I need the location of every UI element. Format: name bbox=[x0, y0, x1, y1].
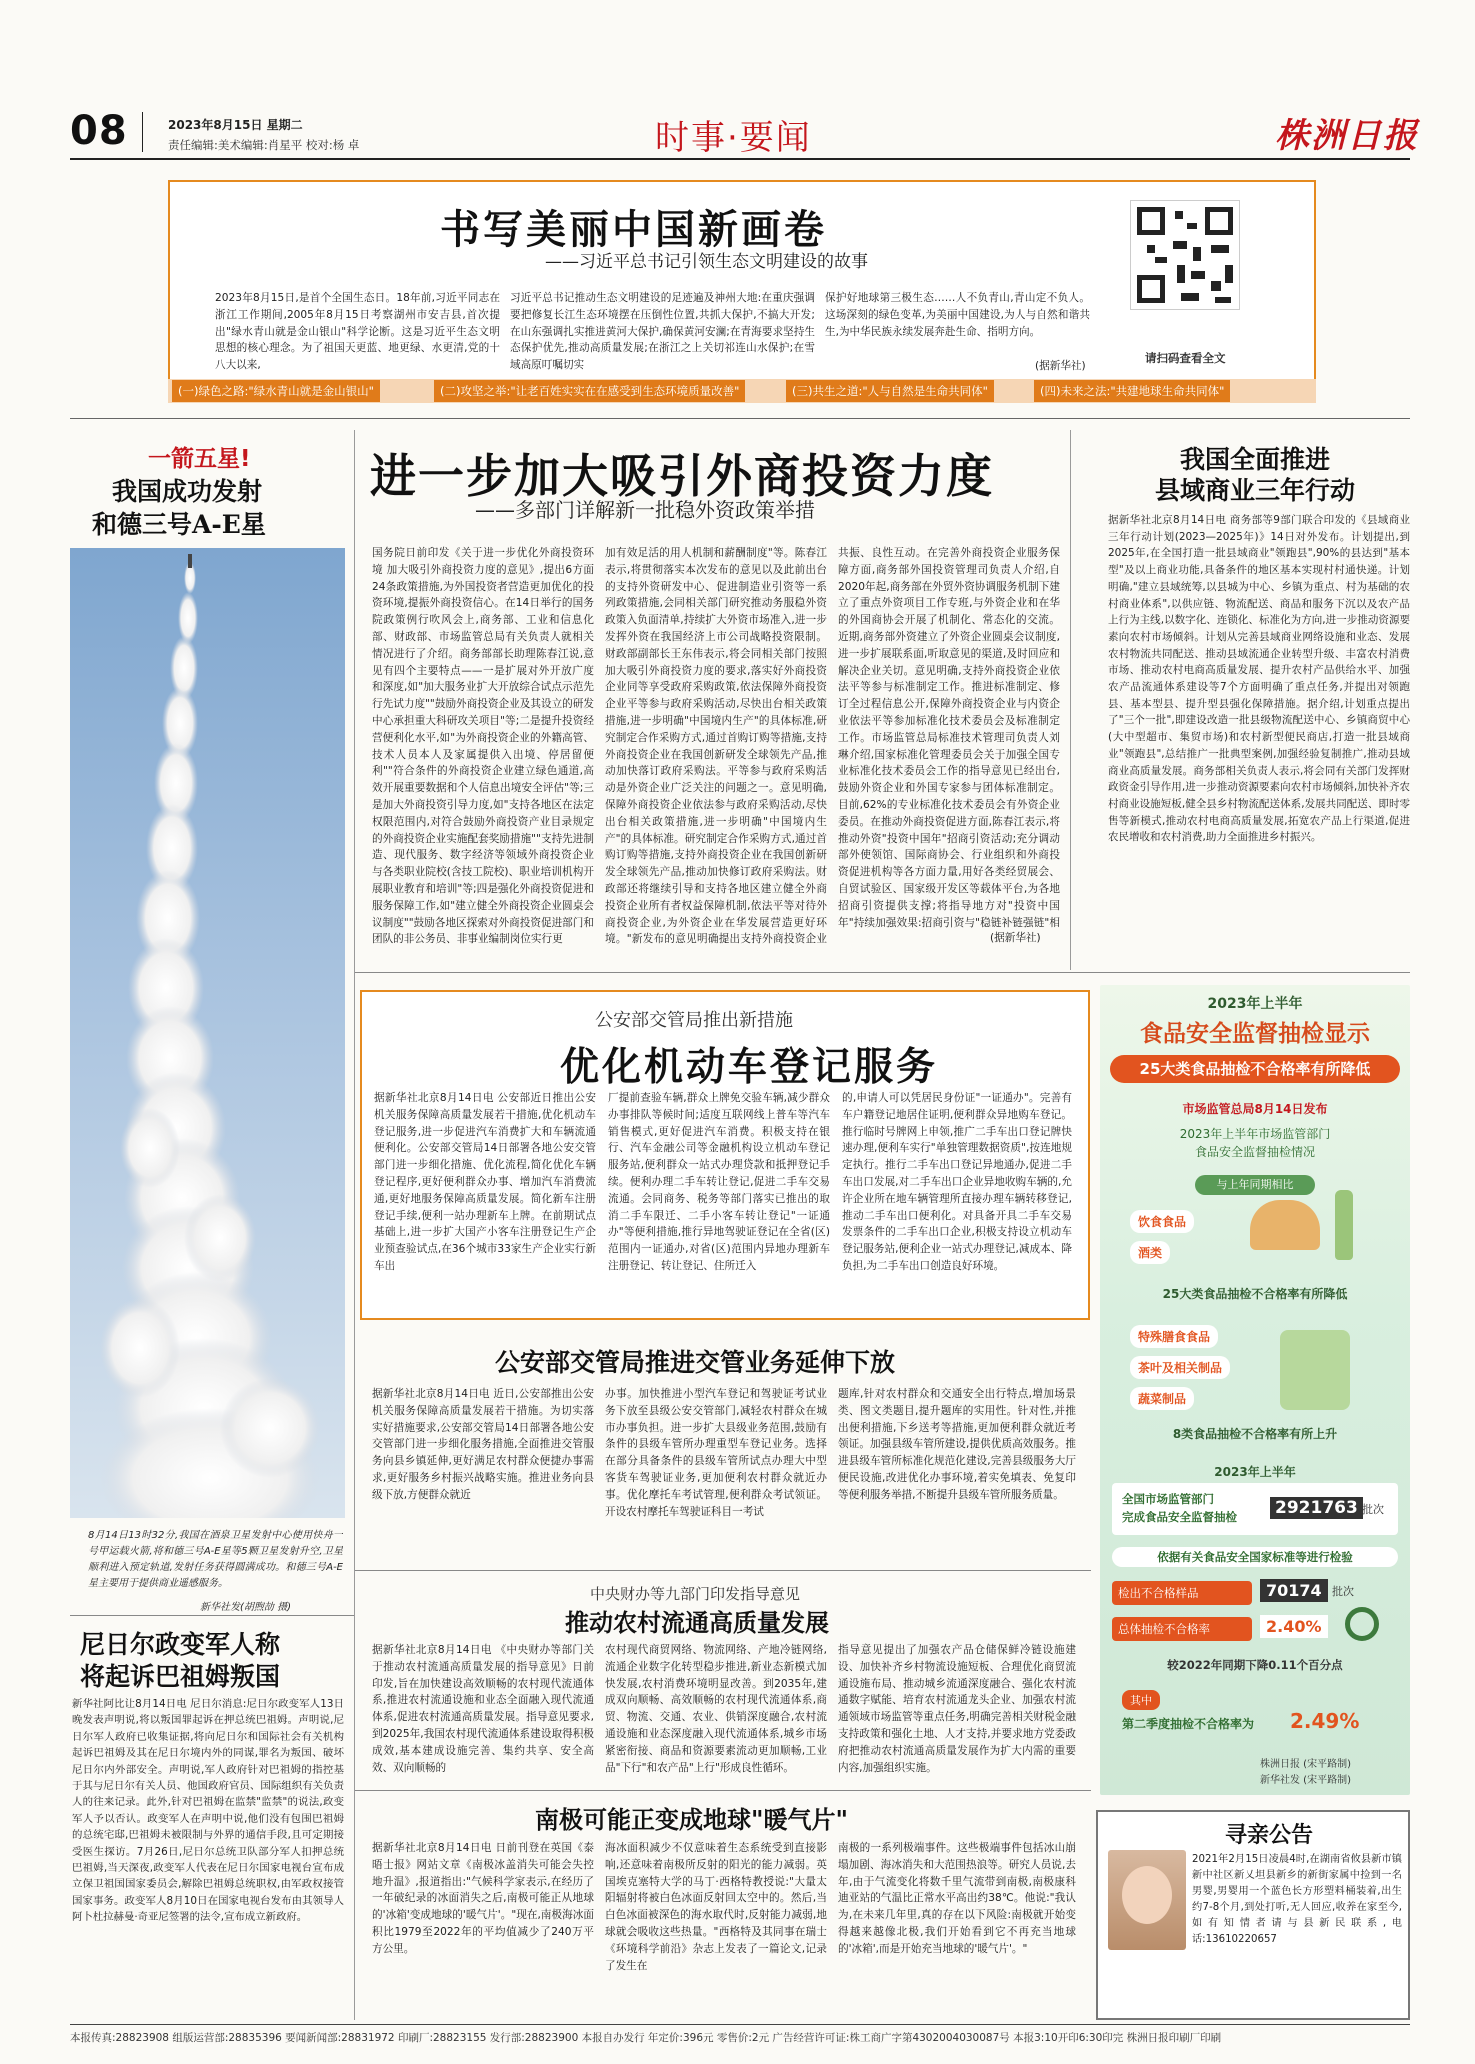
paper-masthead: 株洲日报 bbox=[1275, 116, 1419, 156]
fdi-credit: (据新华社) bbox=[990, 932, 1041, 944]
vehicle-col-2: 厂提前查验车辆,群众上牌免交验车辆,减少群众办事排队等候时间;适度互联网线上普车等汽车销售模式,更好促进汽车消费。积极支持在银行、汽车金融公司等金融机构设立机动车登记服务站,便利群众一站式办理贷款和抵押登记手续。便利办理二手车转让登记,促进二手车交易流通。会同商务、税务等部门落实已推出的取消二手车限迁、二手小客车转让登记"一证通办"等便利措施,推行异地驾驶证登记在全省(区)范围内一证通办,对省(区)范围内异地办理新车注册登记、转让登记、住所迁入 bbox=[608, 1092, 830, 1272]
feature-col-2: 习近平总书记推动生态文明建设的足迹遍及神州大地:在重庆强调要把修复长江生态环境摆在压倒性位置,共抓大保护,不搞大开发;在山东强调扎实推进黄河大保护,确保黄河安澜;在青海要求坚持生态保护优先,推动高质量发展;在浙江之上关切祁连山水保护;在雪域高原叮嘱切实 bbox=[510, 292, 815, 372]
infographic-banner: 25大类食品抽检不合格率有所降低 bbox=[1110, 1055, 1400, 1083]
feature-tag[interactable]: (一)绿色之路:"绿水青山就是金山银山" bbox=[172, 380, 380, 402]
county-body: 据新华社北京8月14日电 商务部等9部门联合印发的《县域商业三年行动计划(2023—2025年)》14日对外发布。计划提出,到2025年,在全国打造一批县域商业"领跑县",90%的县达到"基本型"及以上商业功能,具备条件的地区基本实现村村通快递。计划明确,"建立县域统筹,以县城为中心、乡镇为重点、村为基础的农村商业体系",以供应链、物流配送、商品和服务下沉以及农产品上行为主线,以数字化、连锁化、标准化为方向,进一步推动资源要素向农村市场倾斜。计划从完善县域商业网络设施和业态、发展农村物流共同配送、推动县域流通企业转型升级、丰富农村消费市场、推动农村电商高质量发展、提升农村产品供给水平、加强农产品流通体系建设等7个方面明确了重点任务,并提出对领跑县、基本型县、提升型县强化保障措施。据介绍,计划重点提出了"三个一批",即建设改造一批县级物流配送中心、乡镇商贸中心(大中型超市、集贸市场)和农村新型便民商店,打造一批县域商业"领跑县",总结推广一批典型案例,加强经验复制推广,推动县域商业高质量发展。商务部相关负责人表示,将会同有关部门发挥财政资金引导作用,进一步推动资源要素向农村市场倾斜,加快补齐农村商业设施短板,健全县乡村物流配送体系,发展共同配送、即时零售等新模式,推动农村电商高质量发展,拓宽农产品上行渠道,促进农民增收和农村消费,助力全面推进乡村振兴。 bbox=[1108, 514, 1410, 844]
rule bbox=[70, 1615, 354, 1616]
qr-label: 请扫码查看全文 bbox=[1145, 351, 1226, 365]
food-item-badge: 蔬菜制品 bbox=[1130, 1387, 1194, 1410]
circulation-title: 推动农村流通高质量发展 bbox=[565, 1608, 829, 1637]
decline-text: 较2022年同期下降0.11个百分点 bbox=[1167, 1658, 1343, 1672]
circulation-col-1: 据新华社北京8月14日电 《中央财办等部门关于推动农村流通高质量发展的指导意见》日前印发,旨在加快建设高效顺畅的农村现代流通体系,推进农村流通设施和业态全面融入现代流通体系,促进农村流通高质量发展。指导意见要求,到2025年,我国农村现代流通体系建设取得积极成效,基本建成设施完善、集约共享、安全高效、双向顺畅的 bbox=[372, 1644, 594, 1774]
niger-title-2: 将起诉巴祖姆叛国 bbox=[80, 1662, 281, 1691]
qr-code-icon[interactable] bbox=[1130, 200, 1240, 310]
antarctic-title: 南极可能正变成地球"暖气片" bbox=[535, 1805, 849, 1834]
year-label-2: 2023年上半年 bbox=[1214, 1465, 1296, 1479]
antarctic-col-3: 南极的一系列极端事件。这些极端事件包括冰山崩塌加剧、海冰消失和大范围热浪等。研究人员说,去年,由于气流变化将数千里气流带到南极,南极康科迪亚站的气温比正常水平高出约38℃。他说:"我认为,在未来几年里,真的存在以下风险:南极就开始变得越来越像北极,我们开始看到它不再充当地球的'冰箱',而是开始充当地球的'暖气片'。" bbox=[838, 1842, 1076, 1955]
page-number: 08 bbox=[70, 108, 128, 154]
circulation-col-3: 指导意见提出了加强农产品仓储保鲜冷链设施建设、加快补齐乡村物流设施短板、合理优化商贸流通设施布局、推动城乡流通深度融合、强化农村流通数字赋能、培育农村流通龙头企业、加强农村流通领域市场监管等重点任务,明确完善相关财税金融支持政策和强化土地、人才支持,并要求地方党委政府把推动农村流通高质量发展作为扩大内需的重要内容,加强组织实施。 bbox=[838, 1644, 1076, 1774]
rule bbox=[355, 1570, 1091, 1571]
food-item-badge: 饮食食品 bbox=[1130, 1210, 1194, 1233]
total-unit: 批次 bbox=[1362, 1503, 1384, 1516]
food-item-badge: 茶叶及相关制品 bbox=[1130, 1356, 1230, 1379]
section-title: 时事·要闻 bbox=[655, 118, 812, 158]
rule bbox=[355, 1790, 1091, 1791]
baby-photo bbox=[1108, 1850, 1186, 1950]
col-rule bbox=[1070, 430, 1071, 970]
feature-tag[interactable]: (三)共生之道:"人与自然是生命共同体" bbox=[786, 380, 994, 402]
traffic-col-2: 办事。加快推进小型汽车登记和驾驶证考试业务下放至县级公安交管部门,减轻农村群众在城市办事负担。进一步扩大县级业务范围,鼓励有条件的县级车管所办理重型车登记业务。选择在部分具备条件的县级车管所试点办理大中型客货车驾驶证业务,更加便利农村群众就近办事。优化摩托车考试管理,便利群众考试领证。开设农村摩托车驾驶证科目一考试 bbox=[605, 1388, 827, 1518]
issue-date: 2023年8月15日 星期二 bbox=[168, 118, 303, 132]
vehicle-col-3: 的,申请人可以凭居民身份证"一证通办"。完善有车户籍登记地居住证明,便利群众异地购车登记。推行临时号牌网上申领,推广二手车出口登记牌快速办理,便利车实行"单独管理数据资质",按连地规定执行。推行二手车出口登记异地通办,促进二手车出口发展,对二手车出口企业异地收购车辆的,允许企业所在地车辆管理所直接办理车辆转移登记,推动二手车出口便利化。对具备开具二手车交易发票条件的二手车出口企业,积极支持设立机动车登记服务站,便利企业一站式办理登记,减成本、降负担,为二手车出口创造良好环境。 bbox=[842, 1092, 1072, 1272]
rocket-kicker: 一箭五星! bbox=[148, 446, 251, 472]
traffic-col-1: 据新华社北京8月14日电 近日,公安部推出公安机关服务保障高质量发展若干措施。为切实落实好措施要求,公安部交管局14日部署各地公安交管部门进一步细化服务措施,全面推进交管服务向县乡镇延伸,更好满足农村群众便捷办事需求,更好服务乡村振兴战略实施。推进业务向县级下放,方便群众就近 bbox=[372, 1388, 594, 1501]
q2-tag: 其中 bbox=[1122, 1690, 1160, 1710]
editors: 责任编辑:美术编辑:肖星平 校对:杨 卓 bbox=[168, 138, 360, 152]
circulation-col-2: 农村现代商贸网络、物流网络、产地冷链网络,流通企业数字化转型稳步推进,新业态新模式加快发展,农村消费环境明显改善。到2035年,建成双向顺畅、高效顺畅的农村现代流通体系,商贸、物流、交通、农业、供销深度融合,农村流通设施和业态深度融入现代流通体系,城乡市场紧密衔接、商品和资源要素流动更加顺畅,工业品"下行"和农产品"上行"形成良性循环。 bbox=[605, 1644, 827, 1774]
rule bbox=[355, 972, 1410, 973]
food-item-badge: 酒类 bbox=[1130, 1241, 1170, 1264]
fdi-subtitle: ——多部门详解新一批稳外资政策举措 bbox=[475, 498, 815, 522]
standard-label: 依据有关食品安全国家标准等进行检验 bbox=[1112, 1547, 1398, 1567]
total-line-1: 全国市场监管部门 bbox=[1122, 1492, 1214, 1506]
footer-rule bbox=[70, 2024, 1410, 2025]
report-line-1: 2023年上半年市场监管部门 bbox=[1179, 1127, 1331, 1141]
rocket-title-1: 我国成功发射 bbox=[112, 477, 263, 506]
q2-value: 2.49% bbox=[1290, 1709, 1360, 1733]
fail-count: 70174 bbox=[1260, 1579, 1328, 1602]
rocket-photo bbox=[70, 548, 345, 1518]
vehicle-kicker: 公安部交管局推出新措施 bbox=[595, 1010, 793, 1031]
col-rule bbox=[354, 430, 355, 2020]
fail-rate: 2.40% bbox=[1260, 1615, 1328, 1638]
feature-tag[interactable]: (四)未来之法:"共建地球生命共同体" bbox=[1034, 380, 1230, 402]
bottle-icon bbox=[1335, 1190, 1353, 1260]
tea-bag-icon bbox=[1280, 1330, 1350, 1410]
feature-col-3: 保护好地球第三极生态……人不负青山,青山定不负人。这场深刻的绿色变革,为美丽中国建设,为人与自然和谐共生,为中华民族永续发展奔赴生命、指明方向。 bbox=[825, 292, 1090, 338]
total-value: 2921763 bbox=[1270, 1497, 1363, 1519]
footer-info: 本报传真:28823908 组版运营部:28835396 要闻新闻部:28831972 印刷厂:28823155 发行部:28823900 本报自办发行 年定价:396元 零售价:2元 广告经营许可证:株工商广字第4302004030087号 本报3:10开印6:30印完 株洲日报印刷厂印刷 bbox=[70, 2032, 1222, 2044]
fdi-col-3: 共振、良性互动。在完善外商投资企业服务保障方面,商务部外国投资管理司负责人介绍,自2020年起,商务部在外贸外资协调服务机制下建立了重点外资项目工作专班,与外资企业和在华的外国商协会开展了机制化、常态化的交流。近期,商务部外资建立了外资企业圆桌会议制度,进一步扩展联系面,听取意见的渠道,及时回应和解决企业关切。意见明确,支持外商投资企业依法平等参与标准制定工作。推进标准制定、修订全过程信息公开,保障外商投资企业与内资企业依法平等参加标准化技术委员会及标准制定工作。市场监管总局标准技术管理司负责人刘琳介绍,国家标准化管理委员会关于加强全国专业标准化技术委员会工作的指导意见已经出台,鼓励外资企业和外国专家参与团体标准制定。目前,62%的专业标准化技术委员会有外资企业委员。在推动外商投资促进方面,陈春江表示,将推动外资"投资中国年"招商引资活动;充分调动部外使领馆、国际商协会、行业组织和外商投资促进机构等各方面力量,用好各类经贸展会、自贸试验区、国家级开发区等载体平台,为各地招商引资提供支撑;将指导地方对"投资中国年"持续加强效果:招商引资与"稳链补链强链"相 bbox=[838, 547, 1060, 929]
vehicle-title: 优化机动车登记服务 bbox=[560, 1044, 939, 1090]
food-item-badge: 特殊膳食食品 bbox=[1130, 1325, 1218, 1348]
header-divider bbox=[142, 112, 143, 152]
rocket-caption: 8月14日13时32分,我国在酒泉卫星发射中心使用快舟一号甲运载火箭,将和德三号A-E星等5颗卫星发射升空,卫星顺利进入预定轨道,发射任务获得圆满成功。和德三号A-E星主要用于提供商业遥感服务。 bbox=[88, 1530, 343, 1589]
year-label: 2023年上半年 bbox=[1207, 996, 1303, 1012]
compare-label: 与上年同期相比 bbox=[1195, 1175, 1315, 1195]
rocket-caption-credit: 新华社发(胡煦劼 摄) bbox=[200, 1602, 291, 1613]
ad-credit-2: 新华社发 (宋平路制) bbox=[1260, 1775, 1351, 1786]
fail-rate-label: 总体抽检不合格率 bbox=[1112, 1617, 1252, 1641]
face-icon bbox=[1122, 1866, 1172, 1924]
fdi-col-1: 国务院日前印发《关于进一步优化外商投资环境 加大吸引外商投资力度的意见》,提出6方面24条政策措施,为外国投资者营造更加优化的投资环境,提振外商投资信心。在14日举行的国务院政策例行吹风会上,商务部、工业和信息化部、财政部、市场监管总局有关负责人就相关情况进行了介绍。商务部部长助理陈春江说,意见有四个主要特点——一是扩展对外开放广度和深度,如"加大服务业扩大开放综合试点示范先行先试力度""鼓励外商投资企业及其设立的研发中心承担重大科研攻关项目"等;二是提升投资经营便利化水平,如"为外商投资企业的外籍高管、技术人员本人及家属提供入出境、停居留便利""符合条件的外商投资企业建立绿色通道,高效开展重要数据和个人信息出境安全评估"等;三是加大外商投资引导力度,如"支持各地区在法定权限范围内,对符合鼓励外商投资产业目录规定的外商投资企业实施配套奖励措施""支持先进制造、现代服务、数字经济等领域外商投资企业与各类职业院校(含技工院校)、职业培训机构开展职业教育和培训"等;四是强化外商投资促进和服务保障工作,如"建立健全外商投资企业圆桌会议制度""鼓励各地区探索对外商投资促进部门和团队的非公务员、非事业编制岗位实行更 bbox=[372, 547, 594, 945]
niger-body: 新华社阿比让8月14日电 尼日尔消息:尼日尔政变军人13日晚发表声明说,将以叛国罪起诉在押总统巴祖姆。声明说,尼日尔军人政府已收集证据,将向尼日尔和国际社会有关机构起诉巴祖姆及其在尼日尔境内外的同谋,罪名为叛国、破坏尼日尔内外部安全。声明说,军人政府针对巴祖姆的指控基于其与尼日尔有关人员、他国政府官员、国际组织有关负责人的往来记录。此外,针对巴祖姆在监禁"监禁"的说法,政变军人予以否认。政变军人在声明中说,他们没有包围巴祖姆的总统宅邸,巴祖姆未被限制与外界的通信手段,且可定期接受医生探访。7月26日,尼日尔总统卫队部分军人扣押总统巴祖姆,当天深夜,政变军人代表在尼日尔国家电视台宣布成立保卫祖国国家委员会,解除巴祖姆总统职权,由军政权接管国家事务。政变军人8月10日在国家电视台发布由其领导人阿卜杜拉赫曼·奇亚尼签署的法令,宣布成立新政府。 bbox=[72, 1698, 344, 1924]
food-safety-infographic bbox=[1100, 985, 1410, 1795]
fdi-col-2: 加有效足活的用人机制和薪酬制度"等。陈春江表示,将贯彻落实本次发布的意见以及此前出台的支持外资研发中心、促进制造业引资等一系列政策措施,会同相关部门研究推动务服稳外资政策入负面清单,持续扩大外资市场准入,进一步发挥外资在我国经济上市公司战略投资限制。财政部副部长王东伟表示,将会同相关部门按照加大吸引外商投资力度的要求,落实好外商投资企业同等享受政府采购政策,依法保障外商投资企业平等参与政府采购活动,尽快出台相关政策措施,进一步明确"中国境内生产"的具体标准,研究制定合作采购方式,通过首购订购等措施,支持外商投资企业在我国创新研发全球领先产品,推动加快落订政府采购法。平等参与政府采购活动是外资企业广泛关注的问题之一。意见明确,保障外商投资企业依法参与政府采购活动,尽快出台相关政策措施,进一步明确"中国境内生产"的具体标准。研究制定合作采购方式,通过首购订购等措施,支持外商投资企业在我国创新研发全球领先产品,推动加快修订政府采购法。财政部还将继续引导和支持各地区建立健全外商投资企业所有者权益保障机制,依法平等对待外商投资企业,为外资企业在华发展营造更好环境。"新发布的意见明确提出支持外商投资企业 bbox=[605, 547, 827, 945]
county-title-1: 我国全面推进 bbox=[1180, 445, 1331, 474]
antarctic-col-1: 据新华社北京8月14日电 日前刊登在英国《泰晤士报》网站文章《南极冰盖消失可能会失控地升温》,报道指出:"气候科学家表示,在经历了一年破纪录的冰面消失之后,南极可能正从地球的'冰箱'变成地球的'暖气片'。"现在,南极海冰面积比1979至2022年的平均值减少了240万平方公里。 bbox=[372, 1842, 594, 1955]
antarctic-col-2: 海冰面积减少不仅意味着生态系统受到直接影响,还意味着南极所反射的阳光的能力减弱。英国埃克塞特大学的马丁·西格特教授说:"大量太阳辐射将被白色冰面反射回太空中的。然后,当白色冰面被深色的海水取代时,反射能力减弱,地球就会吸收这些热量。"西格特及其同事在瑞士《环境科学前沿》杂志上发表了一篇论文,记录了发生在 bbox=[605, 1842, 827, 1972]
stat-25: 25大类食品抽检不合格率有所降低 bbox=[1162, 1287, 1348, 1301]
magnifier-icon bbox=[1345, 1607, 1379, 1641]
report-line-2: 食品安全监督抽检情况 bbox=[1194, 1145, 1315, 1159]
q2-text: 第二季度抽检不合格率为 bbox=[1122, 1717, 1255, 1731]
feature-col-1: 2023年8月15日,是首个全国生态日。18年前,习近平同志在浙江工作期间,2005年8月15日考察湖州市安吉县,首次提出"绿水青山就是金山银山"科学论断。这是习近平生态文明思想的核心理念。为了祖国天更蓝、地更绿、水更清,党的十八大以来, bbox=[215, 292, 500, 372]
notice-title: 寻亲公告 bbox=[1225, 1822, 1314, 1848]
header-rule bbox=[70, 158, 1410, 160]
niger-title-1: 尼日尔政变军人称 bbox=[80, 1630, 281, 1659]
stat-8: 8类食品抽检不合格率有所上升 bbox=[1172, 1427, 1338, 1441]
circulation-kicker: 中央财办等九部门印发指导意见 bbox=[590, 1585, 801, 1603]
rule bbox=[70, 418, 1410, 419]
fail-count-label: 检出不合格样品 bbox=[1112, 1581, 1252, 1605]
vehicle-col-1: 据新华社北京8月14日电 公安部近日推出公安机关服务保障高质量发展若干措施,优化机动车登记服务,进一步促进汽车消费扩大和车辆流通便利化。公安部交管局14日部署各地公安交管部门进一步细化措施、优化流程,简化优化车辆登记程序,更好便利群众办事、增加汽车消费流通,更好地服务保障高质量发展。简化新车注册登记手续,便利一站办理新车上牌。在前期试点基础上,进一步扩大国产小客车注册登记生产企业预查验试点,在36个城市33家生产企业实行新车出 bbox=[374, 1092, 596, 1272]
feature-subtitle: ——习近平总书记引领生态文明建设的故事 bbox=[545, 252, 868, 272]
feature-title: 书写美丽中国新画卷 bbox=[440, 206, 827, 253]
rocket-title-2: 和德三号A-E星 bbox=[92, 510, 266, 539]
total-line-2: 完成食品安全监督抽检 bbox=[1122, 1510, 1237, 1524]
notice-body: 2021年2月15日凌晨4时,在湖南省攸县新市镇新中社区新乂坦县新乡的新街家属中捡到一名男婴,男婴用一个蓝色长方形塑料桶装着,出生约7-8个月,到处打听,无人回应,收养在家至今,如有知情者请与县新民联系,电话:13610220657 bbox=[1192, 1854, 1402, 1945]
county-title-2: 县域商业三年行动 bbox=[1155, 476, 1356, 505]
infographic-title: 食品安全监督抽检显示 bbox=[1140, 1021, 1370, 1047]
fail-count-unit: 批次 bbox=[1332, 1585, 1354, 1598]
bread-icon bbox=[1250, 1200, 1320, 1250]
ad-credit-1: 株洲日报 (宋平路制) bbox=[1260, 1759, 1351, 1770]
feature-tag[interactable]: (二)攻坚之举:"让老百姓实实在在感受到生态环境质量改善" bbox=[434, 380, 745, 402]
traffic-title: 公安部交管局推进交管业务延伸下放 bbox=[495, 1348, 896, 1377]
release-label: 市场监管总局8月14日发布 bbox=[1182, 1102, 1328, 1116]
traffic-col-3: 题库,针对农村群众和交通安全出行特点,增加场景类、图文类题目,提升题库的实用性。针对性,并推出便利措施,下乡送考等措施,更加便利群众就近考领证。加强县级车管所建设,提供优质高效服务。推进县级车管所标准化规范化建设,完善县级服务大厅便民设施,改进优化办事环境,着实免填表、免复印等便利服务举措,不断提升县级车管所服务质量。 bbox=[838, 1388, 1076, 1501]
feature-credit: (据新华社) bbox=[1035, 360, 1086, 372]
fdi-title: 进一步加大吸引外商投资力度 bbox=[370, 449, 994, 503]
